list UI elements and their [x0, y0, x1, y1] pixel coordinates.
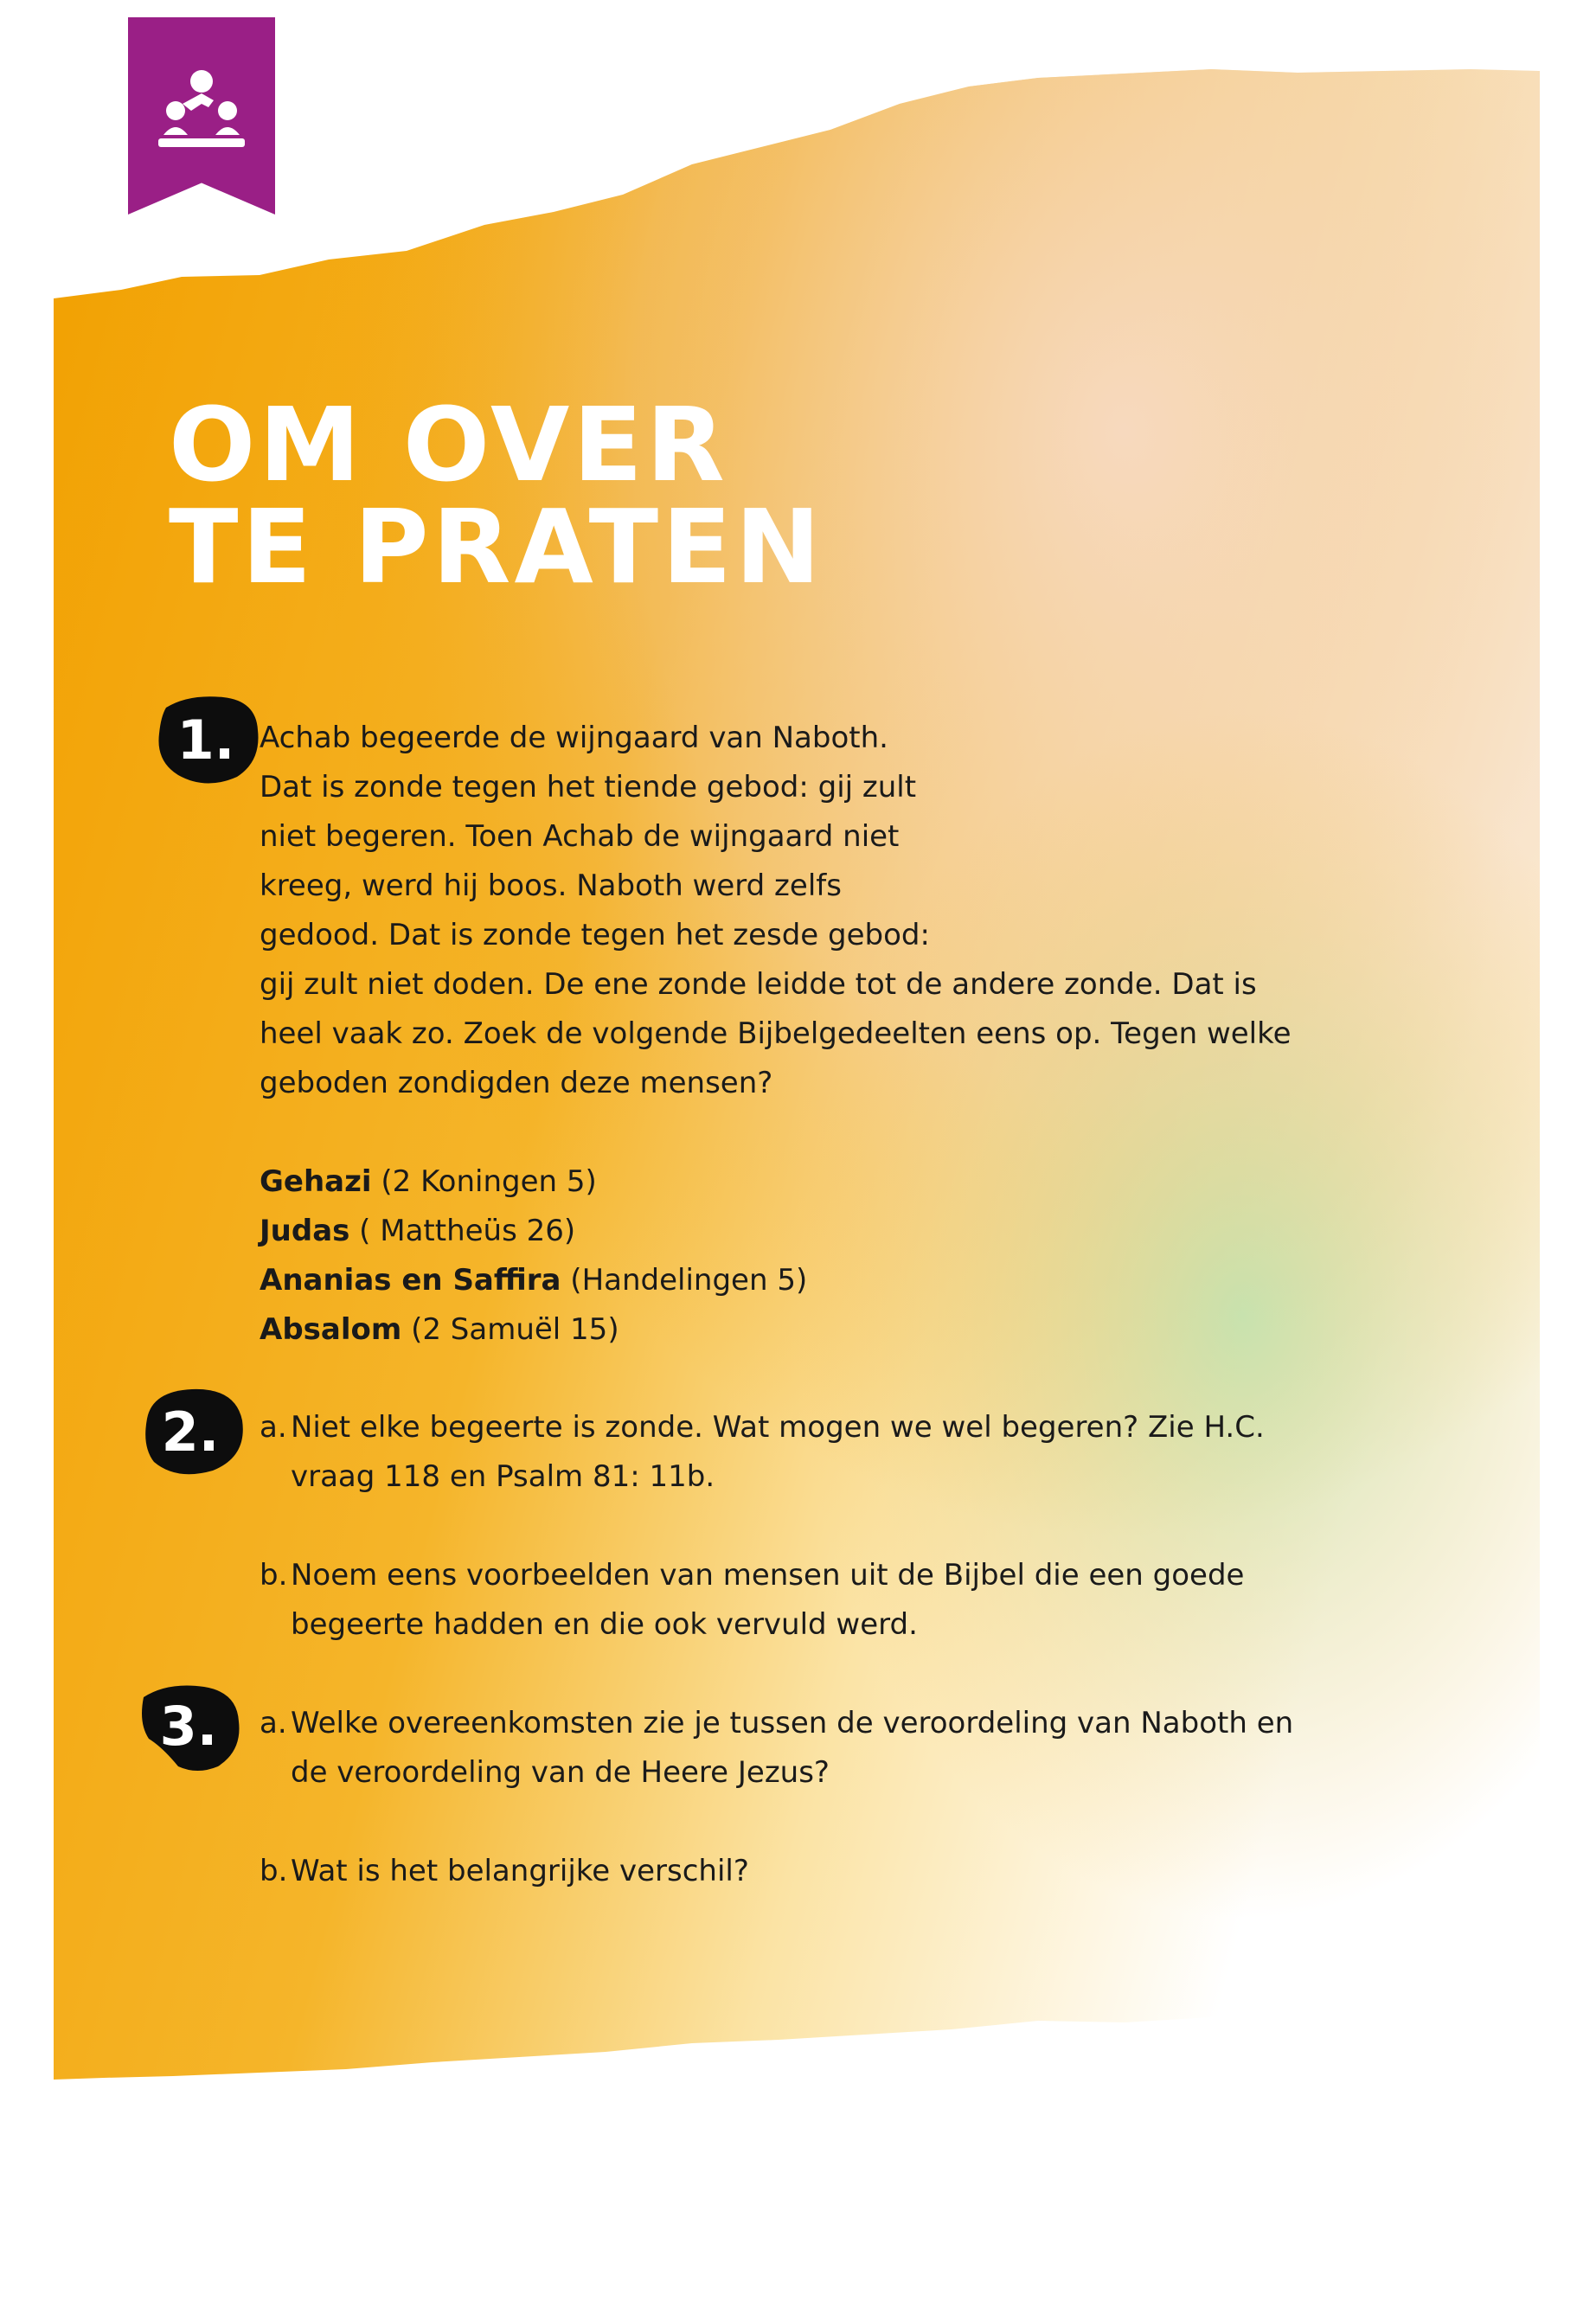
- part-label: b.: [260, 1854, 288, 1888]
- part-line: Wat is het belangrijke verschil?: [291, 1854, 749, 1888]
- part-line: de veroordeling van de Heere Jezus?: [291, 1755, 830, 1790]
- reference-passage: (2 Samuël 15): [401, 1312, 619, 1347]
- title-line-2: TE PRATEN: [169, 487, 824, 606]
- question-number: 3.: [159, 1694, 218, 1758]
- part-label: b.: [260, 1558, 288, 1593]
- intro-line: Dat is zonde tegen het tiende gebod: gij zult: [260, 770, 917, 804]
- reference-passage: (Handelingen 5): [561, 1263, 808, 1298]
- question-1-text: [260, 714, 1298, 1355]
- question-number-badge: [138, 1384, 249, 1479]
- intro-line: Achab begeerde de wijngaard van Naboth.: [260, 721, 888, 755]
- question-3-part-a: [260, 1699, 1298, 1798]
- bible-reference: [260, 1305, 1298, 1355]
- part-line: Noem eens voorbeelden van mensen uit de Bijbel die een goede: [291, 1558, 1245, 1593]
- question-number: 2.: [161, 1400, 220, 1464]
- reference-passage: ( Mattheüs 26): [349, 1214, 576, 1248]
- bible-reference: [260, 1256, 1298, 1305]
- bible-reference: [260, 1207, 1298, 1256]
- question-number: 1.: [176, 708, 235, 772]
- title-line-1: OM OVER: [169, 385, 728, 504]
- question-2-part-a: [260, 1403, 1298, 1502]
- intro-line: kreeg, werd hij boos. Naboth werd zelfs: [260, 868, 842, 903]
- reference-name: Absalom: [260, 1312, 402, 1347]
- question-number-badge: [154, 692, 265, 787]
- part-line: Welke overeenkomsten zie je tussen de veroordeling van Naboth en: [291, 1706, 1294, 1740]
- reference-name: Judas: [260, 1214, 350, 1248]
- question-number-badge: [137, 1678, 247, 1773]
- intro-line: gij zult niet doden. De ene zonde leidde tot de andere zonde. Dat is: [260, 967, 1257, 1002]
- intro-line: gedood. Dat is zonde tegen het zesde gebod:: [260, 918, 930, 952]
- reference-name: Ananias en Saffira: [260, 1263, 561, 1298]
- reference-passage: (2 Koningen 5): [371, 1164, 597, 1199]
- page-title: [169, 385, 824, 606]
- part-label: a.: [260, 1410, 287, 1445]
- group-people-icon: [157, 66, 247, 156]
- bible-reference: [260, 1157, 1298, 1207]
- intro-line: geboden zondigden deze mensen?: [260, 1066, 773, 1100]
- part-line: vraag 118 en Psalm 81: 11b.: [291, 1459, 715, 1494]
- reference-name: Gehazi: [260, 1164, 372, 1199]
- part-line: Niet elke begeerte is zonde. Wat mogen we wel begeren? Zie H.C.: [291, 1410, 1265, 1445]
- question-3-part-b: [260, 1847, 1298, 1896]
- part-label: a.: [260, 1706, 287, 1740]
- question-2-part-b: [260, 1551, 1298, 1650]
- intro-line: heel vaak zo. Zoek de volgende Bijbelgedeelten eens op. Tegen welke: [260, 1016, 1292, 1051]
- part-line: begeerte hadden en die ook vervuld werd.: [291, 1607, 918, 1642]
- intro-line: niet begeren. Toen Achab de wijngaard niet: [260, 819, 900, 854]
